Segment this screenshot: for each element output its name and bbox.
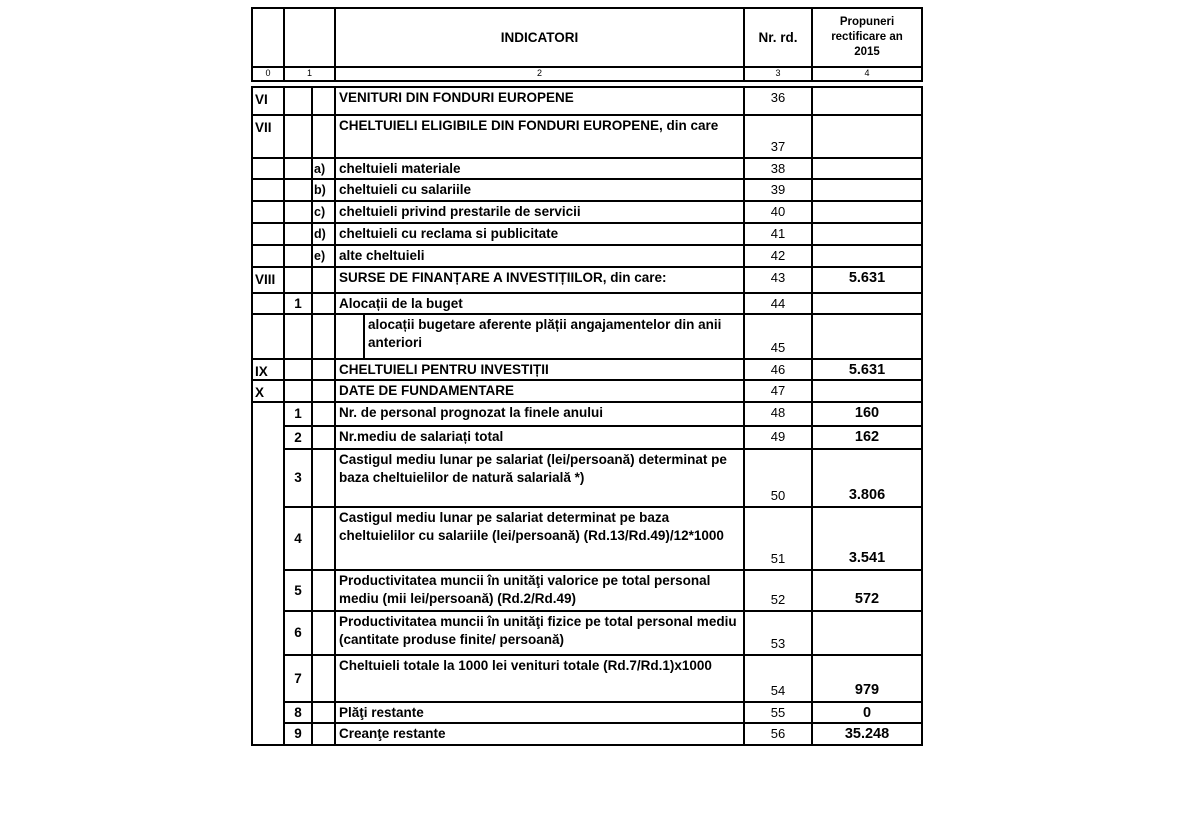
row-value-8 — [811, 292, 923, 315]
row-nr-rd-9: 45 — [743, 313, 813, 360]
row-indicator-6: alte cheltuieli — [334, 244, 745, 268]
row-num-12: 1 — [283, 401, 313, 427]
row-value-15: 3.541 — [811, 506, 923, 571]
row-letter-13 — [311, 425, 336, 450]
row-num-6 — [283, 244, 313, 268]
row-indicator-5: cheltuieli cu reclama si publicitate — [334, 222, 745, 246]
row-roman-2 — [251, 157, 285, 180]
row-num-10 — [283, 358, 313, 381]
row-value-13: 162 — [811, 425, 923, 450]
header-propuneri: Propuneri rectificare an 2015 — [811, 7, 923, 68]
row-value-7: 5.631 — [811, 266, 923, 294]
row-num-3 — [283, 178, 313, 202]
row-letter-9 — [311, 313, 336, 360]
row-indicator-20: Creanţe restante — [334, 722, 745, 746]
row-num-16: 5 — [283, 569, 313, 612]
row-indicator-7: SURSE DE FINANȚARE A INVESTIȚIILOR, din care: — [334, 266, 745, 294]
row-nr-rd-16: 52 — [743, 569, 813, 612]
row-indicator-18: Cheltuieli totale la 1000 lei venituri totale (Rd.7/Rd.1)x1000 — [334, 654, 745, 703]
row-num-1 — [283, 114, 313, 159]
row-roman-merged-x — [251, 401, 285, 746]
row-letter-17 — [311, 610, 336, 656]
row-num-8: 1 — [283, 292, 313, 315]
row-num-14: 3 — [283, 448, 313, 508]
header-blank-col0 — [251, 7, 285, 68]
row-roman-7: VIII — [251, 266, 285, 294]
row-value-12: 160 — [811, 401, 923, 427]
row-indicator-1: CHELTUIELI ELIGIBILE DIN FONDURI EUROPENE, din care — [334, 114, 745, 159]
row-num-20: 9 — [283, 722, 313, 746]
row-letter-3: b) — [311, 178, 336, 202]
row-letter-6: e) — [311, 244, 336, 268]
col-index-3: 3 — [743, 66, 813, 82]
col-index-1: 1 — [283, 66, 336, 82]
row-nr-rd-1: 37 — [743, 114, 813, 159]
row-nr-rd-11: 47 — [743, 379, 813, 403]
budget-indicators-table — [251, 7, 923, 756]
row-roman-0: VI — [251, 86, 285, 116]
row-roman-11: X — [251, 379, 285, 403]
row-letter-7 — [311, 266, 336, 294]
row-value-18: 979 — [811, 654, 923, 703]
row-value-5 — [811, 222, 923, 246]
header-nr-rd: Nr. rd. — [743, 7, 813, 68]
row-letter-14 — [311, 448, 336, 508]
row-indicator-13: Nr.mediu de salariați total — [334, 425, 745, 450]
row-num-18: 7 — [283, 654, 313, 703]
row-num-5 — [283, 222, 313, 246]
row-letter-20 — [311, 722, 336, 746]
row-letter-11 — [311, 379, 336, 403]
row-letter-15 — [311, 506, 336, 571]
row-num-0 — [283, 86, 313, 116]
row-letter-10 — [311, 358, 336, 381]
row-nr-rd-3: 39 — [743, 178, 813, 202]
row-num-2 — [283, 157, 313, 180]
header-indicatori: INDICATORI — [334, 7, 745, 68]
row-letter-19 — [311, 701, 336, 724]
row-nr-rd-17: 53 — [743, 610, 813, 656]
row-roman-3 — [251, 178, 285, 202]
row-value-10: 5.631 — [811, 358, 923, 381]
row-letter-1 — [311, 114, 336, 159]
row-num-4 — [283, 200, 313, 224]
row-value-14: 3.806 — [811, 448, 923, 508]
col-index-0: 0 — [251, 66, 285, 82]
row-indicator-19: Plăţi restante — [334, 701, 745, 724]
row-nr-rd-19: 55 — [743, 701, 813, 724]
row-indicator-0: VENITURI DIN FONDURI EUROPENE — [334, 86, 745, 116]
row-num-15: 4 — [283, 506, 313, 571]
row-value-6 — [811, 244, 923, 268]
row-num-9 — [283, 313, 313, 360]
row-nr-rd-7: 43 — [743, 266, 813, 294]
row-indicator-15: Castigul mediu lunar pe salariat determinat pe baza cheltuielilor cu salariile (lei/persoană) (Rd.13/Rd.49)/12*1000 — [334, 506, 745, 571]
row-value-19: 0 — [811, 701, 923, 724]
row-value-4 — [811, 200, 923, 224]
row-nr-rd-15: 51 — [743, 506, 813, 571]
row-nr-rd-14: 50 — [743, 448, 813, 508]
row-letter-2: a) — [311, 157, 336, 180]
row-value-11 — [811, 379, 923, 403]
row-letter-8 — [311, 292, 336, 315]
row-value-20: 35.248 — [811, 722, 923, 746]
col-index-4: 4 — [811, 66, 923, 82]
row-indicator-12: Nr. de personal prognozat la finele anului — [334, 401, 745, 427]
row-indicator-3: cheltuieli cu salariile — [334, 178, 745, 202]
row-nr-rd-13: 49 — [743, 425, 813, 450]
row-value-1 — [811, 114, 923, 159]
row-indicator-14: Castigul mediu lunar pe salariat (lei/persoană) determinat pe baza cheltuielilor de natură salarială *) — [334, 448, 745, 508]
row-roman-9 — [251, 313, 285, 360]
row-num-19: 8 — [283, 701, 313, 724]
row-num-13: 2 — [283, 425, 313, 450]
row-nr-rd-12: 48 — [743, 401, 813, 427]
row-value-17 — [811, 610, 923, 656]
row-indicator-10: CHELTUIELI PENTRU INVESTIȚII — [334, 358, 745, 381]
row-roman-1: VII — [251, 114, 285, 159]
row-indicator-2: cheltuieli materiale — [334, 157, 745, 180]
row-value-9 — [811, 313, 923, 360]
row-nr-rd-4: 40 — [743, 200, 813, 224]
row-roman-4 — [251, 200, 285, 224]
row-letter-12 — [311, 401, 336, 427]
row-indicator-17: Productivitatea muncii în unităţi fizice pe total personal mediu (cantitate produse finite/ persoană) — [334, 610, 745, 656]
row-roman-5 — [251, 222, 285, 246]
row-indicator-4: cheltuieli privind prestarile de servicii — [334, 200, 745, 224]
row-nr-rd-5: 41 — [743, 222, 813, 246]
row-indicator-16: Productivitatea muncii în unităţi valorice pe total personal mediu (mii lei/persoană) (Rd.2/Rd.49) — [334, 569, 745, 612]
row-value-2 — [811, 157, 923, 180]
row-value-16: 572 — [811, 569, 923, 612]
row-nr-rd-2: 38 — [743, 157, 813, 180]
header-blank-col1 — [283, 7, 336, 68]
row-nr-rd-0: 36 — [743, 86, 813, 116]
row-letter-5: d) — [311, 222, 336, 246]
row-value-3 — [811, 178, 923, 202]
row-nr-rd-8: 44 — [743, 292, 813, 315]
row-letter-4: c) — [311, 200, 336, 224]
row-nr-rd-18: 54 — [743, 654, 813, 703]
row-letter-18 — [311, 654, 336, 703]
row-nr-rd-10: 46 — [743, 358, 813, 381]
row-letter-16 — [311, 569, 336, 612]
row-num-7 — [283, 266, 313, 294]
row-num-11 — [283, 379, 313, 403]
row-indicator-8: Alocații de la buget — [334, 292, 745, 315]
row-nr-rd-20: 56 — [743, 722, 813, 746]
row-indent-box-9 — [334, 313, 365, 360]
row-letter-0 — [311, 86, 336, 116]
col-index-2: 2 — [334, 66, 745, 82]
row-roman-6 — [251, 244, 285, 268]
row-nr-rd-6: 42 — [743, 244, 813, 268]
row-indicator-9: alocații bugetare aferente plății angajamentelor din anii anteriori — [363, 313, 745, 360]
row-value-0 — [811, 86, 923, 116]
row-roman-8 — [251, 292, 285, 315]
row-num-17: 6 — [283, 610, 313, 656]
row-roman-10: IX — [251, 358, 285, 381]
row-indicator-11: DATE DE FUNDAMENTARE — [334, 379, 745, 403]
